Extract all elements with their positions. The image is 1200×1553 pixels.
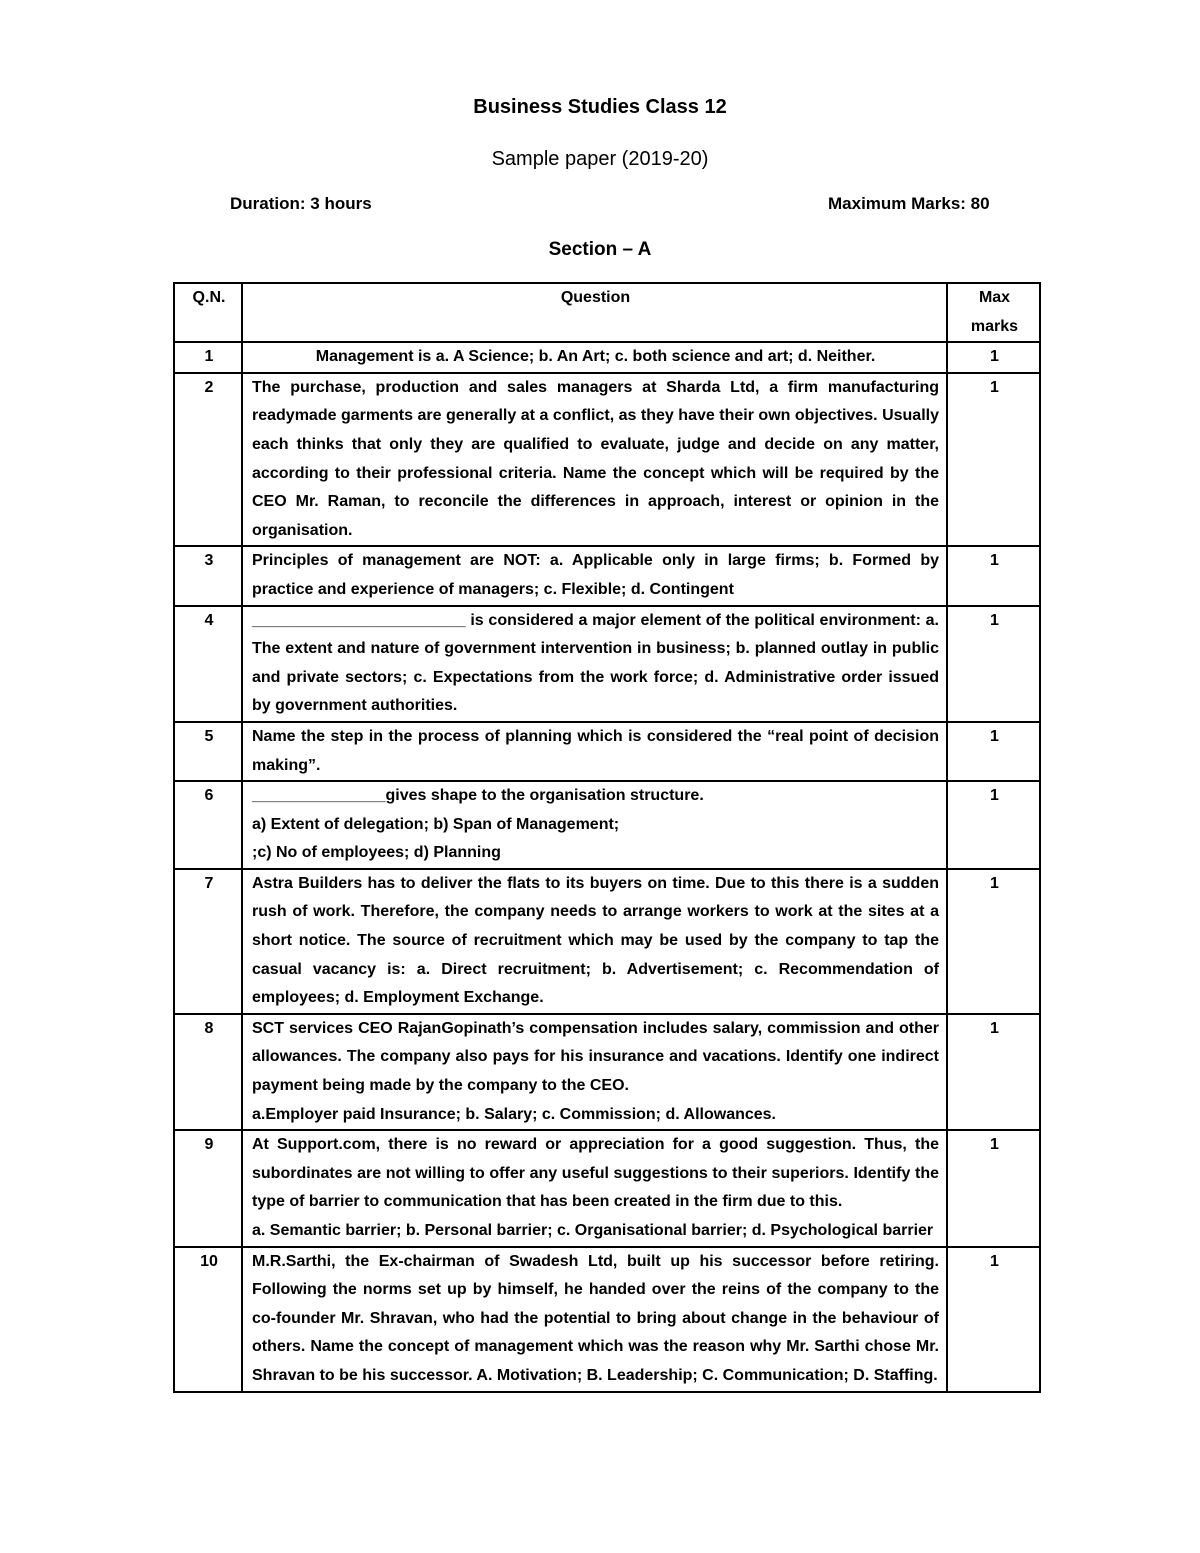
question-text-line: ________________________ is considered a major element of the political environment: a. The extent and nature of government intervention in business; b. planned outlay in public and private sectors; c. Expectations from the work force; d. Administrative order issued by government authorities.: [252, 611, 939, 715]
question-text: [242, 1247, 947, 1392]
question-text-line: a) Extent of delegation; b) Span of Management;: [252, 815, 620, 833]
question-marks: 1: [947, 722, 1040, 781]
question-text-line: Principles of management are NOT: a. Applicable only in large firms; b. Formed by practice and experience of managers; c. Flexible; d. Contingent: [252, 552, 939, 598]
question-marks: 1: [947, 1014, 1040, 1130]
section-heading: Section – A: [548, 239, 652, 260]
question-marks: 1: [947, 869, 1040, 1014]
table-row: [174, 546, 1040, 605]
duration-label: Duration: 3 hours: [230, 194, 372, 213]
question-text: [242, 722, 947, 781]
table-header-row: [174, 283, 1040, 342]
question-text-line: _______________gives shape to the organisation structure.: [252, 787, 704, 805]
questions-table: [173, 282, 1041, 1393]
header-question: Question: [242, 283, 947, 342]
question-text-line: M.R.Sarthi, the Ex-chairman of Swadesh Ltd, built up his successor before retiring. Following the norms set up by himself, he handed over the reins of the company to the co-founder Mr. Shravan, who had the potential to bring about change in the behaviour of others. Name the concept of management which was the reason why Mr. Sarthi chose Mr. Shravan to be his successor. A. Motivation; B. Leadership; C. Communication; D. Staffing.: [252, 1252, 939, 1384]
question-number: 10: [174, 1247, 242, 1392]
question-text-line: a.Employer paid Insurance; b. Salary; c. Commission; d. Allowances.: [252, 1105, 776, 1123]
question-marks: 1: [947, 342, 1040, 373]
table-row: [174, 606, 1040, 722]
table-row: [174, 1130, 1040, 1246]
header-qn: Q.N.: [174, 283, 242, 342]
question-text-line: Astra Builders has to deliver the flats to its buyers on time. Due to this there is a sudden rush of work. Therefore, the company needs to arrange workers to work at the sites at a short notice. The source of recruitment which may be used by the company to tap the casual vacancy is: a. Direct recruitment; b. Advertisement; c. Recommendation of employees; d. Employment Exchange.: [252, 874, 939, 1007]
question-text-line: SCT services CEO RajanGopinath’s compensation includes salary, commission and other allowances. The company also pays for his insurance and vacations. Identify one indirect payment being made by the company to the CEO.: [252, 1019, 939, 1095]
question-number: 7: [174, 869, 242, 1014]
question-number: 9: [174, 1130, 242, 1246]
document-subtitle: Sample paper (2019-20): [491, 148, 709, 170]
maximum-marks-label: Maximum Marks: 80: [828, 194, 990, 213]
question-number: 4: [174, 606, 242, 722]
question-marks: 1: [947, 373, 1040, 547]
question-marks: 1: [947, 1130, 1040, 1246]
question-text: [242, 342, 947, 373]
question-text: [242, 373, 947, 547]
document-title: Business Studies Class 12: [473, 96, 727, 118]
table-row: [174, 373, 1040, 547]
table-row: [174, 1247, 1040, 1392]
question-text-line: At Support.com, there is no reward or appreciation for a good suggestion. Thus, the subordinates are not willing to offer any useful suggestions to their superiors. Identify the type of barrier to communication that has been created in the firm due to this.: [252, 1136, 939, 1211]
question-text: [242, 606, 947, 722]
table-row: [174, 1014, 1040, 1130]
questions-body: [174, 342, 1040, 1391]
question-text-line: ;c) No of employees; d) Planning: [252, 844, 501, 862]
question-text: [242, 869, 947, 1014]
question-marks: 1: [947, 781, 1040, 869]
table-row: [174, 722, 1040, 781]
question-number: 8: [174, 1014, 242, 1130]
question-text: [242, 1130, 947, 1246]
question-text: [242, 781, 947, 869]
question-number: 2: [174, 373, 242, 547]
table-row: [174, 781, 1040, 869]
question-text-line: Management is a. A Science; b. An Art; c. both science and art; d. Neither.: [315, 348, 876, 366]
question-number: 6: [174, 781, 242, 869]
header-max-marks: [947, 283, 1040, 342]
header-max-marks-line1: Max: [978, 289, 1011, 306]
question-text-line: Name the step in the process of planning which is considered the “real point of decision making”.: [252, 727, 939, 774]
header-max-marks-line2: marks: [970, 317, 1019, 335]
question-text: [242, 546, 947, 605]
question-text-line: The purchase, production and sales managers at Sharda Ltd, a firm manufacturing readymade garments are generally at a conflict, as they have their own objectives. Usually each thinks that only they are qualified to evaluate, judge and decide on any matter, according to their professional criteria. Name the concept which will be required by the CEO Mr. Raman, to reconcile the differences in approach, interest or opinion in the organisation.: [252, 378, 939, 539]
table-row: [174, 342, 1040, 373]
table-row: [174, 869, 1040, 1014]
question-marks: 1: [947, 546, 1040, 605]
question-number: 3: [174, 546, 242, 605]
question-marks: 1: [947, 1247, 1040, 1392]
question-marks: 1: [947, 606, 1040, 722]
question-number: 1: [174, 342, 242, 373]
question-text-line: a. Semantic barrier; b. Personal barrier; c. Organisational barrier; d. Psychological barrier: [252, 1222, 934, 1239]
question-number: 5: [174, 722, 242, 781]
question-text: [242, 1014, 947, 1130]
